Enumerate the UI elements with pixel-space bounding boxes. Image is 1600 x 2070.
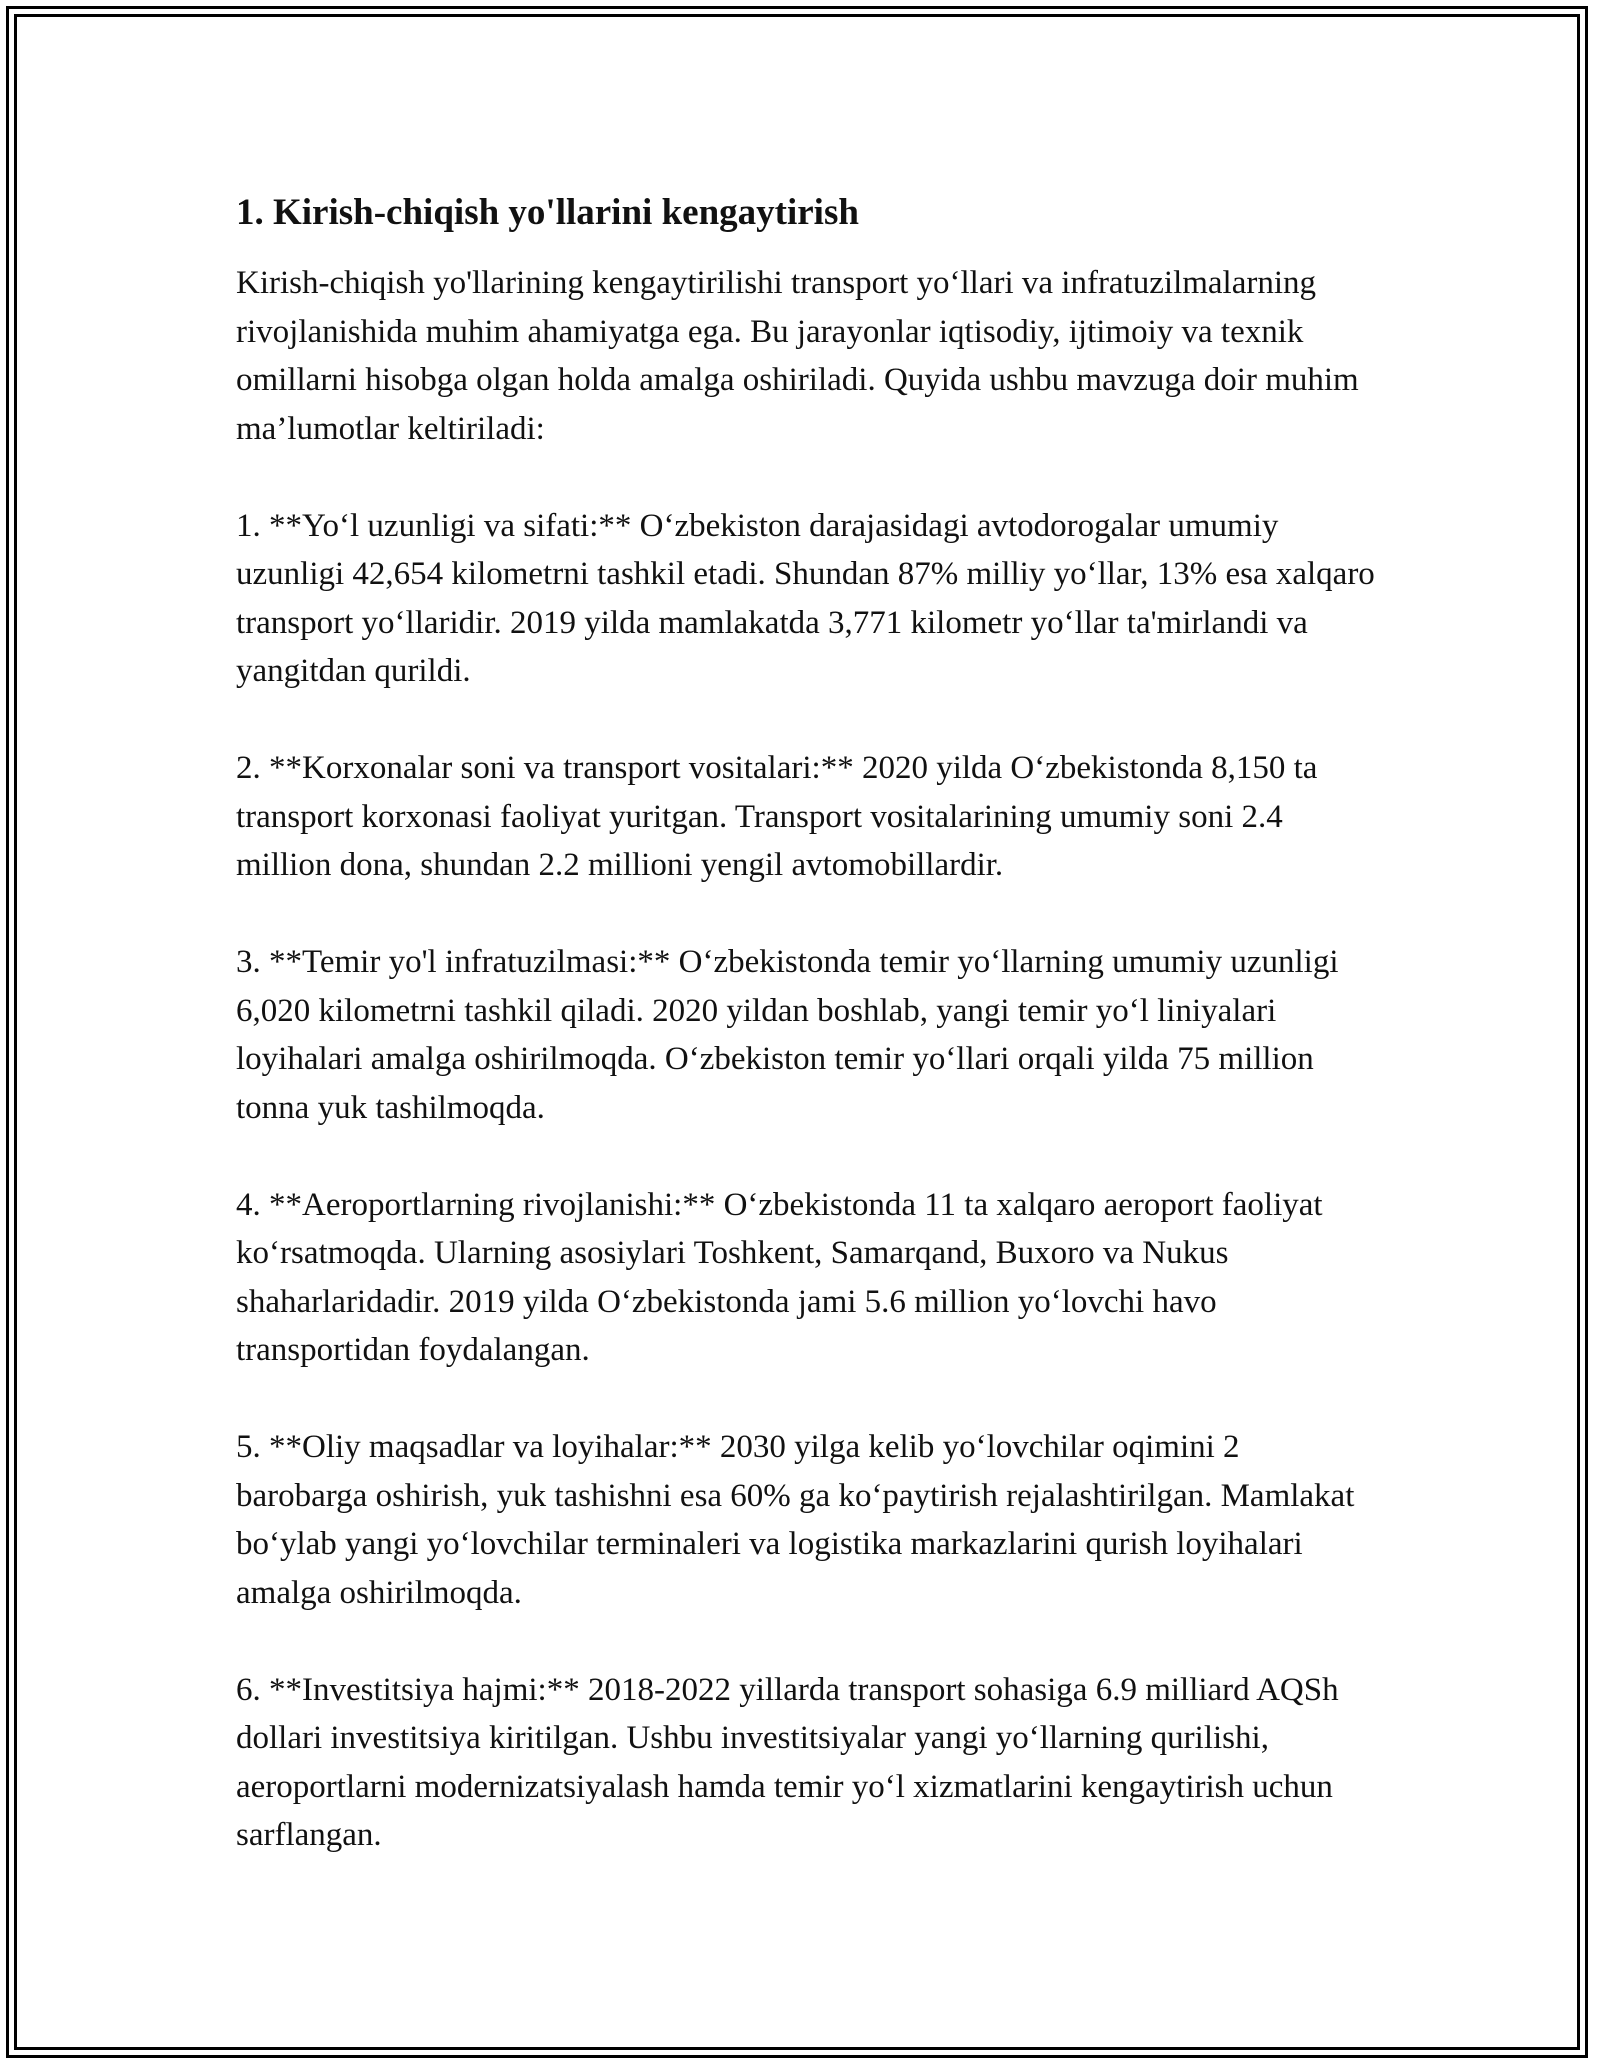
list-item-goals: 5. **Oliy maqsadlar va loyihalar:** 2030 yilga kelib yo‘lovchilar oqimini 2 barobarga oshirish, yuk tashishni esa 60% ga ko‘paytirish rejalashtirilgan. Mamlakat bo‘ylab yangi yo‘lovchilar terminaleri va logistika markazlarini qurish loyihalari amalga oshirilmoqda. [236,1429,1355,1611]
document-body [236,187,1376,1860]
list-item-road-length: 1. **Yo‘l uzunligi va sifati:** O‘zbekiston darajasidagi avtodorogalar umumiy uzunligi 42,654 kilometrni tashkil etadi. Shundan 87% milliy yo‘llar, 13% esa xalqaro transport yo‘llaridir. 2019 yilda mamlakatda 3,771 kilometr yo‘llar ta'mirlandi va yangitdan qurildi. [236,507,1375,689]
section-heading: 1. Kirish-chiqish yo'llarini kengaytirish [236,192,859,233]
list-item-investment: 6. **Investitsiya hajmi:** 2018-2022 yillarda transport sohasiga 6.9 milliard AQSh dollari investitsiya kiritilgan. Ushbu investitsiyalar yangi yo‘llarning qurilishi, aeroportlarni modernizatsiyalash hamda temir yo‘l xizmatlarini kengaytirish uchun sarflangan. [236,1671,1339,1853]
list-item-airports: 4. **Aeroportlarning rivojlanishi:** O‘zbekistonda 11 ta xalqaro aeroport faoliyat ko‘rsatmoqda. Ularning asosiylari Toshkent, Samarqand, Buxoro va Nukus shaharlaridadir. 2019 yilda O‘zbekistonda jami 5.6 million yo‘lovchi havo transportidan foydalangan. [236,1186,1323,1368]
list-item-railway: 3. **Temir yo'l infratuzilmasi:** O‘zbekistonda temir yo‘llarning umumiy uzunligi 6,020 kilometrni tashkil qiladi. 2020 yildan boshlab, yangi temir yo‘l liniyalari loyihalari amalga oshirilmoqda. O‘zbekiston temir yo‘llari orqali yilda 75 million tonna yuk tashilmoqda. [236,944,1339,1126]
intro-paragraph: Kirish-chiqish yo'llarining kengaytirilishi transport yo‘llari va infratuzilmalarning rivojlanishida muhim ahamiyatga ega. Bu jarayonlar iqtisodiy, ijtimoiy va texnik omillarni hisobga olgan holda amalga oshiriladi. Quyida ushbu mavzuga doir muhim ma’lumotlar keltiriladi: [236,265,1359,447]
list-item-enterprises: 2. **Korxonalar soni va transport vositalari:** 2020 yilda O‘zbekistonda 8,150 ta transport korxonasi faoliyat yuritgan. Transport vositalarining umumiy soni 2.4 million dona, shundan 2.2 millioni yengil avtomobillardir. [236,750,1318,883]
